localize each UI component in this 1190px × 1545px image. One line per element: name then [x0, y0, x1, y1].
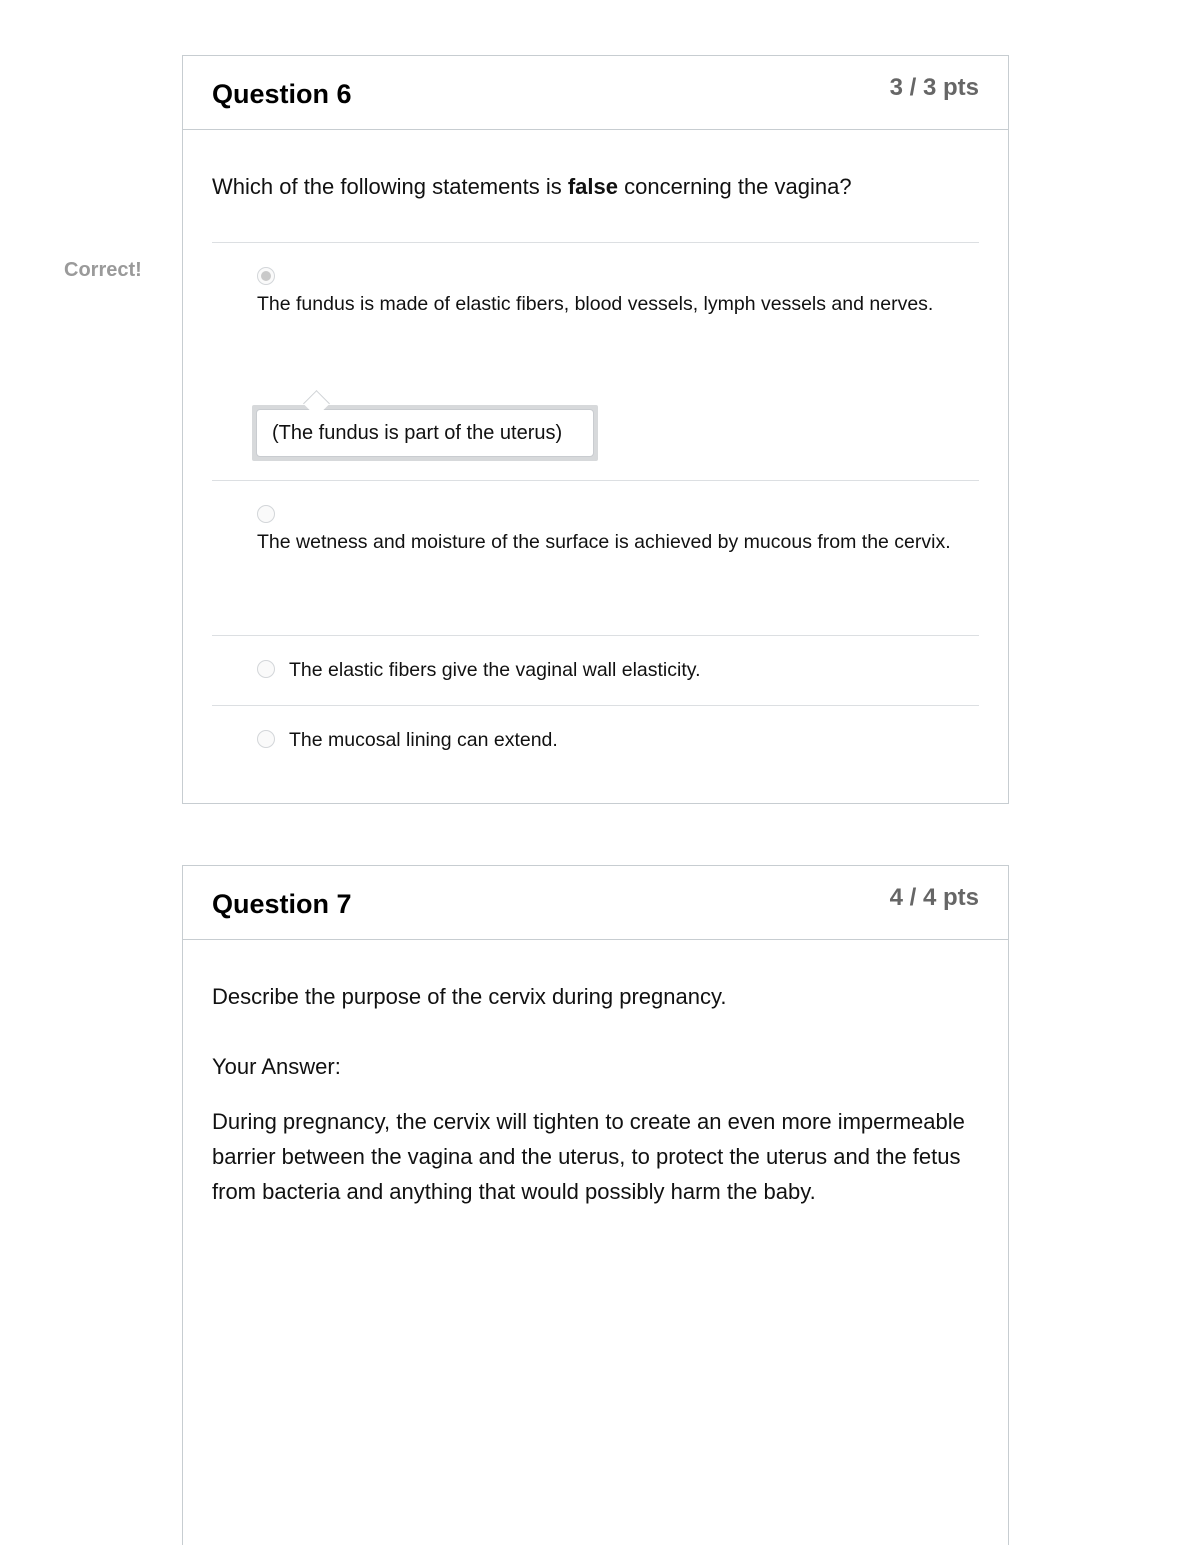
- answer-2-text: The wetness and moisture of the surface is achieved by mucous from the cervix.: [257, 531, 951, 553]
- your-answer-text: During pregnancy, the cervix will tighten to create an even more impermeable barrier between the vagina and the uterus, to protect the uterus and the fetus from bacteria and anything that would possibly harm the baby.: [212, 1109, 965, 1204]
- answer-3-radio[interactable]: [257, 660, 275, 678]
- question-7-points: 4 / 4 pts: [889, 884, 979, 911]
- answer-feedback-box: [256, 409, 594, 457]
- question-7-prompt: Describe the purpose of the cervix during pregnancy.: [212, 984, 727, 1009]
- answer-1-text: The fundus is made of elastic fibers, blood vessels, lymph vessels and nerves.: [257, 293, 934, 315]
- answer-4-text: The mucosal lining can extend.: [289, 729, 558, 751]
- answer-2-radio[interactable]: [257, 505, 275, 523]
- question-6-card: [182, 55, 1009, 804]
- question-6-header: [183, 56, 1008, 130]
- answer-divider: [212, 705, 979, 706]
- question-7-title: Question 7: [212, 889, 352, 919]
- answer-3-text: The elastic fibers give the vaginal wall elasticity.: [289, 659, 701, 681]
- prompt-text-after: concerning the vagina?: [617, 174, 852, 199]
- answer-divider: [212, 480, 979, 481]
- prompt-text-before: Which of the following statements is: [212, 174, 568, 199]
- question-7-card: [182, 865, 1009, 1545]
- answer-divider: [212, 635, 979, 636]
- correct-flag: [64, 256, 182, 290]
- question-6-points: 3 / 3 pts: [889, 74, 979, 101]
- answer-divider: [212, 242, 979, 243]
- answer-4-radio[interactable]: [257, 730, 275, 748]
- answer-feedback: [252, 405, 598, 461]
- prompt-text-bold: false: [567, 174, 618, 199]
- correct-label: Correct!: [64, 259, 142, 281]
- answer-feedback-text: (The fundus is part of the uterus): [272, 422, 563, 444]
- your-answer-label: Your Answer:: [212, 1054, 341, 1079]
- question-6-title: Question 6: [212, 79, 352, 109]
- answer-1-radio[interactable]: [257, 267, 275, 285]
- question-7-header: [183, 866, 1008, 940]
- question-6-prompt: [212, 174, 852, 200]
